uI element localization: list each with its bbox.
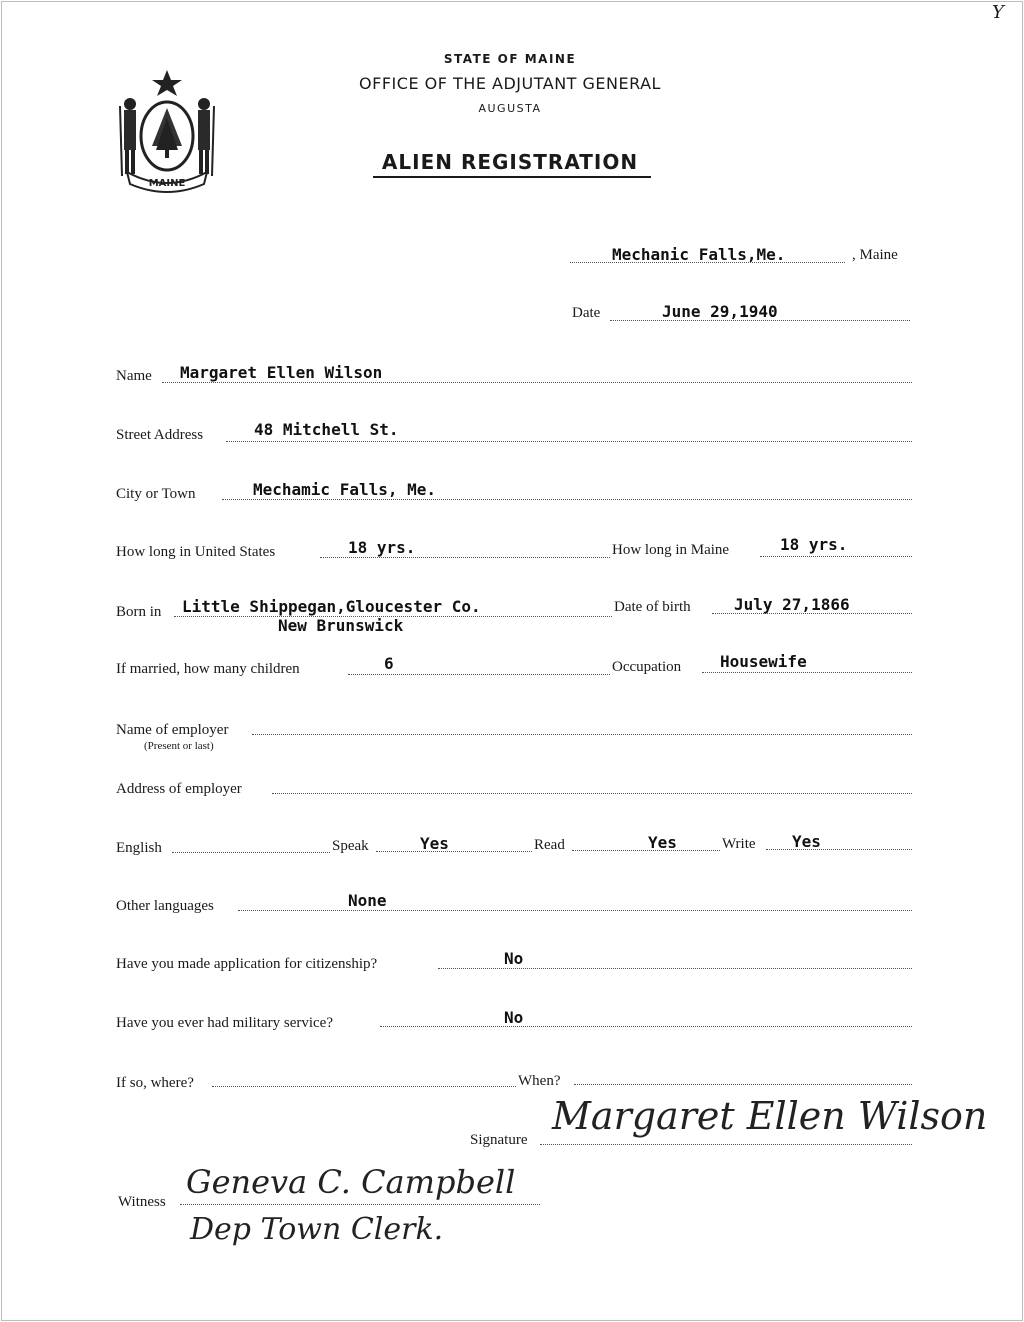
speak-label: Speak: [332, 838, 369, 854]
children-label: If married, how many children: [116, 661, 300, 677]
speak-value: Yes: [420, 834, 449, 853]
header-state: STATE OF MAINE: [443, 52, 577, 66]
place-value: Mechanic Falls,Me.: [612, 245, 786, 264]
name-label: Name: [116, 368, 152, 384]
read-value: Yes: [648, 833, 677, 852]
seal-label: MAINE: [148, 178, 186, 189]
employer-label: Name of employer: [116, 722, 229, 738]
witness-title: Dep Town Clerk.: [190, 1212, 444, 1247]
street-line: [226, 441, 912, 442]
read-line: [572, 850, 720, 851]
witness-line: [180, 1204, 540, 1205]
other-languages-label: Other languages: [116, 898, 214, 914]
form-title: ALIEN REGISTRATION: [381, 150, 639, 174]
where-label: If so, where?: [116, 1075, 194, 1091]
title-underline: [373, 176, 651, 178]
military-line: [380, 1026, 912, 1027]
write-label: Write: [722, 836, 756, 852]
maine-years-label: How long in Maine: [612, 542, 730, 558]
military-label: Have you ever had military service?: [116, 1015, 333, 1031]
other-languages-value: None: [348, 891, 387, 910]
corner-mark: Y: [992, 2, 1004, 23]
witness-label: Witness: [118, 1194, 166, 1210]
date-label: Date: [572, 305, 601, 321]
street-value: 48 Mitchell St.: [254, 420, 399, 439]
us-years-value: 18 yrs.: [348, 538, 416, 557]
signature-value: Margaret Ellen Wilson: [552, 1094, 988, 1138]
header-office: OFFICE OF THE ADJUTANT GENERAL: [359, 74, 661, 93]
where-line: [212, 1086, 516, 1087]
employer-sublabel: (Present or last): [144, 740, 214, 752]
born-value: Little Shippegan,Gloucester Co.: [182, 597, 481, 616]
dob-value: July 27,1866: [734, 595, 850, 614]
children-value: 6: [384, 654, 394, 673]
english-label: English: [116, 840, 162, 856]
citizenship-value: No: [504, 949, 524, 968]
city-value: Mechamic Falls, Me.: [253, 480, 437, 499]
other-languages-line: [238, 910, 912, 911]
speak-line: [376, 851, 532, 852]
occupation-line: [702, 672, 912, 673]
city-label: City or Town: [116, 486, 196, 502]
write-value: Yes: [792, 832, 821, 851]
header-city: AUGUSTA: [478, 102, 542, 115]
name-value: Margaret Ellen Wilson: [180, 363, 383, 382]
name-line: [162, 382, 912, 383]
signature-line: [540, 1144, 912, 1145]
maine-years-line: [760, 556, 912, 557]
born-value-line2: New Brunswick: [278, 616, 404, 635]
english-line: [172, 852, 330, 853]
street-label: Street Address: [116, 427, 204, 443]
employer-address-label: Address of employer: [116, 781, 242, 797]
employer-address-line: [272, 793, 912, 794]
city-line: [222, 499, 912, 500]
when-line: [574, 1084, 912, 1085]
when-label: When?: [518, 1073, 561, 1089]
employer-line: [252, 734, 912, 735]
citizenship-line: [438, 968, 912, 969]
signature-label: Signature: [470, 1132, 528, 1148]
us-years-line: [320, 557, 610, 558]
military-value: No: [504, 1008, 524, 1027]
date-value: June 29,1940: [662, 302, 778, 321]
state-seal-icon: [112, 66, 222, 196]
us-years-label: How long in United States: [116, 544, 276, 560]
place-suffix: , Maine: [852, 247, 898, 263]
write-line: [766, 849, 912, 850]
citizenship-label: Have you made application for citizenship?: [116, 956, 378, 972]
occupation-label: Occupation: [612, 659, 682, 675]
children-line: [348, 674, 610, 675]
dob-label: Date of birth: [614, 599, 691, 615]
born-label: Born in: [116, 604, 162, 620]
occupation-value: Housewife: [720, 652, 807, 671]
witness-value: Geneva C. Campbell: [186, 1163, 516, 1201]
read-label: Read: [534, 837, 565, 853]
maine-years-value: 18 yrs.: [780, 535, 848, 554]
